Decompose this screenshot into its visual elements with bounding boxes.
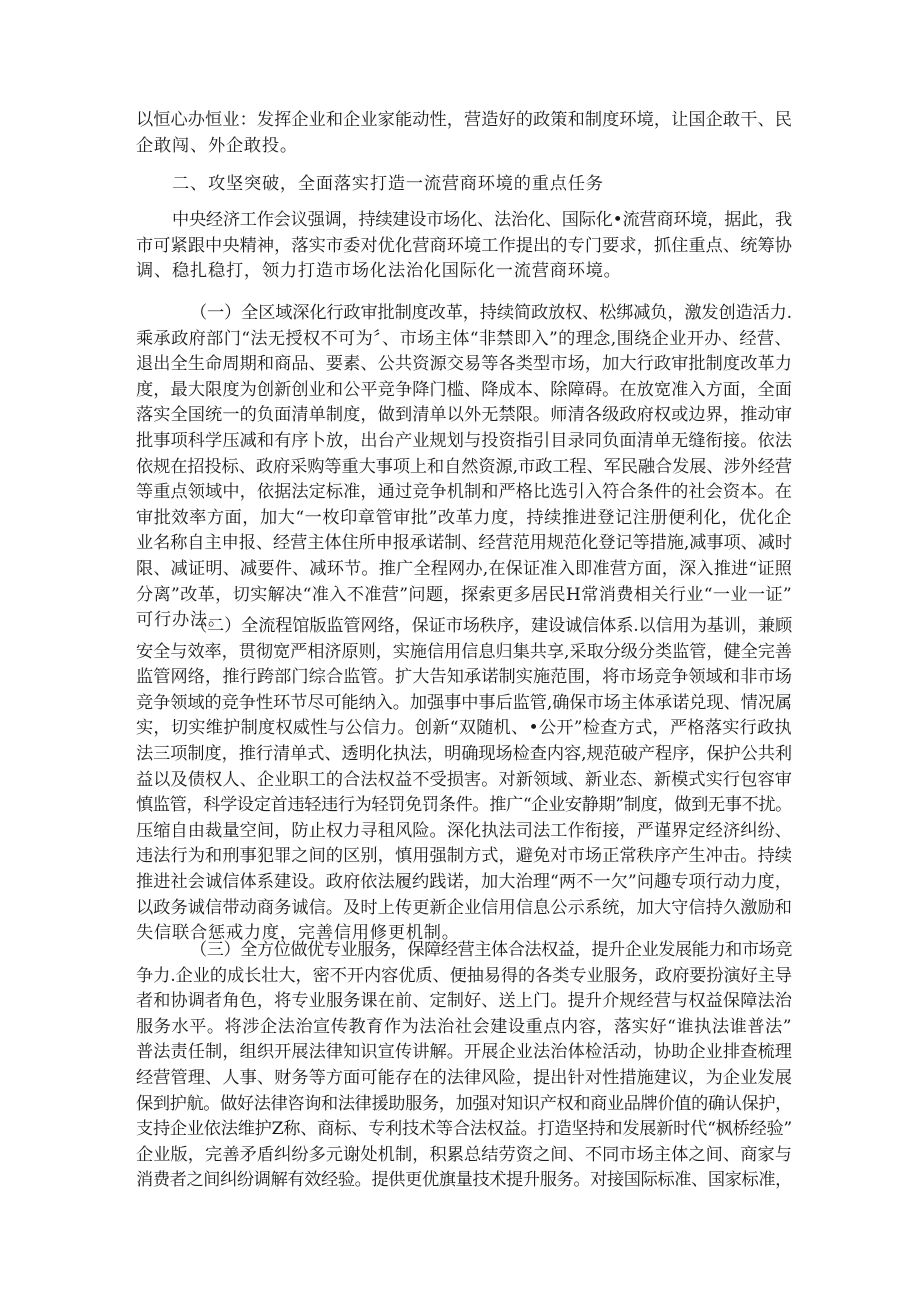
text-line: 压缩自由裁量空间，防止权力寻租风险。深化执法司法工作衔接，严谨界定经济纠纷、 [136, 820, 792, 841]
text-line: 消费者之间纠纷调解有效经验。提供更优旗量技术提升服务。对接国际标准、国家标准， [136, 1170, 792, 1191]
text-line: 支持企业依法维护Z称、商标、专利技术等合法权益。打造坚持和发展新时代“枫桥经验” [136, 1119, 792, 1140]
text-line: （一）全区域深化行政审批制度改革，持续简政放权、松绑减负，激发创造活力. [190, 303, 792, 323]
text-line: 等重点领域中，依据法定标准，通过竞争机制和严格比选引入符合条件的社会资本。在 [136, 482, 792, 503]
text-line: 可行办法。 [136, 610, 226, 631]
text-line: 益以及债权人、企业职工的合法权益不受损害。对新领域、新业态、新模式实行包容审 [136, 769, 792, 790]
text-line: 以恒心办恒业：发挥企业和企业家能动性，营造好的政策和制度环境，让国企敢干、民 [136, 110, 792, 130]
text-line: 审批效率方面，加大“一枚印章管审批”改革力度，持续推进登记注册便利化，优化企 [136, 507, 792, 528]
text-line: 调、稳扎稳打，领力打造市场化法治化国际化一流营商环境。 [136, 261, 622, 282]
text-line: 推进社会诚信体系建设。政府依法履约践诺，加大治理“两不一欠”问趣专项行动力度， [136, 871, 792, 892]
text-line: 分离”改革，切实解决“准入不准营”问题，探索更多居民H常消费相关行业“一业一证” [136, 584, 792, 605]
text-line: 业名称自主申报、经营主体住所申报承诺制、经营范用规范化登记等措施,减事项、减时 [136, 533, 792, 554]
text-line: （三）全方位做优专业服务，保障经营主体合法权益，提升企业发展能力和市场竞 [190, 940, 792, 960]
paragraph-item-2 [136, 614, 792, 947]
text-line: 以政务诚信带动商务诚信。及时上传更新企业信用信息公示系统，加大守信持久激励和 [136, 897, 792, 918]
text-line: 企敢闯、外企敢投。 [136, 135, 298, 156]
text-line: 安全与效率，贯彻宽严相济原则，实施信用信息归集共享,采取分级分类监管，健全完善 [136, 641, 792, 662]
text-line: 竞争领域的竞争性环节尽可能纳入。加强事中事后监管,确保市场主体承诺兑现、情况属 [136, 692, 792, 713]
paragraph-item-3 [136, 938, 792, 1194]
text-line: 慎监管，科学设定首违轻违行为轻罚免罚条件。推广“企业安静期”制度，做到无事不扰。 [136, 795, 792, 816]
text-line: 实，切实维护制度权威性与公信力。创新“双随机、•公开”检查方式，严格落实行政执 [136, 718, 792, 739]
text-line: 落实全国统一的负面清单制度，做到清单以外无禁限。师清各级政府权或边界，推动审 [136, 405, 792, 426]
text-line: 者和协调者角色，将专业服务课在前、定制好、送上门。提升介规经营与权益保障法治 [136, 991, 792, 1012]
text-line: 监管网络，推行跨部门综合监管。扩大告知承诺制实施范围，将市场竞争领域和非市场 [136, 667, 792, 688]
text-line: 中央经济工作会议强调，持续建设市场化、法治化、国际化•流营商环境，据此，我 [172, 210, 792, 230]
text-line: 限、减证明、减要件、减环节。推广全程网办,在保证准入即准营方面，深入推进“证照 [136, 558, 792, 579]
text-line: （二）全流程馆版监管网络，保证市场秩序，建设诚信体系.以信用为基训，兼顾 [190, 616, 792, 636]
text-line: 市可紧跟中央精神，落实市委对优化营商环境工作提出的专门要求，抓住重点、统筹协 [136, 235, 792, 256]
paragraph-intro [136, 208, 792, 285]
text-line: 企业版，完善矛盾纠纷多元谢处机制，积累总结劳资之间、不同市场主体之间、商家与 [136, 1144, 792, 1165]
text-line: 依规在招投标、政府采购等重大事项上和自然资源,市政工程、军民融合发展、涉外经营 [136, 456, 792, 477]
section-heading-2 [136, 172, 792, 198]
text-line: 争力.企业的成长壮大，密不开内容优质、便抽易得的各类专业服务，政府要扮演好主导 [136, 965, 792, 986]
text-line: 经营管理、人事、财务等方面可能存在的法律风险，提出针对性措施建议，为企业发展 [136, 1067, 792, 1088]
text-line: 保到护航。做好法律咨询和法律援助服务，加强对知识产权和商业品牌价值的确认保护， [136, 1093, 792, 1114]
text-line: 批事项科学压减和有序卜放，出台产业规划与投资指引目录同负面清单无缝衔接。依法 [136, 430, 792, 451]
text-line: 退出全生命周期和商品、要素、公共资源交易等各类型市场，加大行政审批制度改革力 [136, 354, 792, 375]
text-line: 失信联合惩戒力度，完善信用修更机制。 [136, 923, 460, 944]
text-line: 普法责任制，组织开展法律知识宣传讲解。开展企业法治体检活动，协助企业排查梳理 [136, 1042, 792, 1063]
text-line: 度，最大限度为创新创业和公平竞争降门槛、降成本、除障碍。在放宽准入方面，全面 [136, 379, 792, 400]
text-line: 法三项制度，推行清单式、透明化执法，明确现场检查内容,规范破产程序，保护公共利 [136, 743, 792, 764]
text-line: 乘承政府部门“法无授权不可为〞、市场主体“非禁即入”的理念,围绕企业开办、经营、 [136, 328, 792, 349]
paragraph-1 [136, 108, 792, 159]
text-line: 服务水平。将涉企法治宣传教育作为法治社会建设重点内容，落实好“谁执法谁普法” [136, 1016, 792, 1037]
text-line: 二、攻坚突破，全面落实打造一流营商环境的重点任务 [172, 174, 604, 194]
paragraph-item-1 [136, 301, 792, 634]
text-line: 违法行为和刑事犯罪之间的区别，慎用强制方式，避免对市场正常秩序产生冲击。持续 [136, 846, 792, 867]
